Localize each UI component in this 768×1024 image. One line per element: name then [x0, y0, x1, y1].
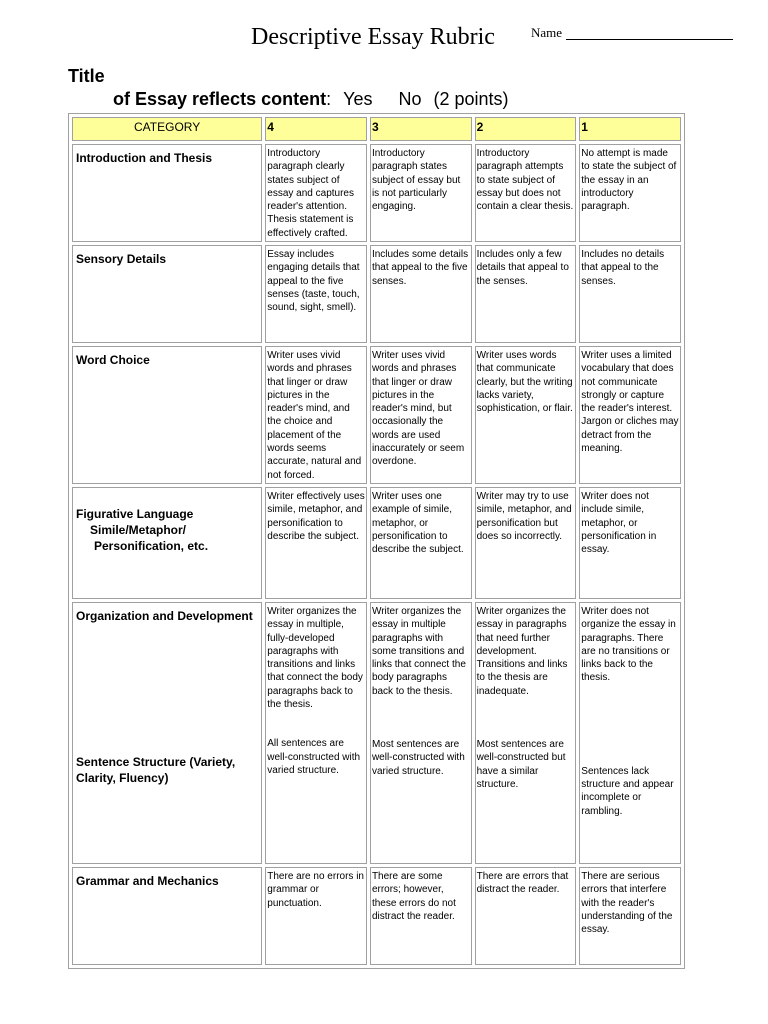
descriptor-cell: Writer uses vivid words and phrases that linger or draw pictures in the reader's mind, and the choice and placement of the words seems accurate, natural and not forced. [265, 346, 367, 484]
descriptor-cell [475, 602, 577, 864]
header-row [72, 117, 681, 141]
descriptor-cell: Writer uses a limited vocabulary that does not communicate strongly or capture the reader's interest. Jargon or cliches may detract from the meaning. [579, 346, 681, 484]
category-cell: Grammar and Mechanics [72, 867, 262, 965]
descriptor-text: Sentences lack structure and appear incomplete or rambling. [581, 765, 674, 817]
category-cell: Word Choice [72, 346, 262, 484]
descriptor-cell: Writer uses vivid words and phrases that linger or draw pictures in the reader's mind, but occasionally the words are used inaccurately or seem overdone. [370, 346, 472, 484]
header-level-1: 1 [579, 117, 681, 141]
name-label: Name [531, 25, 563, 40]
header-level-4: 4 [265, 117, 367, 141]
category-line: Figurative Language [76, 507, 194, 521]
descriptor-cell: Essay includes engaging details that appeal to the five senses (taste, touch, sound, sight, smell). [265, 245, 367, 343]
header-level-2: 2 [475, 117, 577, 141]
table-row [72, 487, 681, 599]
descriptor-text: Writer organizes the essay in multiple, fully-developed paragraphs with transitions and links that connect the body paragraphs back to the thesis. [267, 606, 363, 711]
category-line: Simile/Metaphor/ [90, 523, 187, 537]
descriptor-cell: Introductory paragraph states subject of essay but is not particularly engaging. [370, 144, 472, 242]
descriptor-text: All sentences are well-constructed with varied structure. [267, 738, 361, 776]
header-level-3: 3 [370, 117, 472, 141]
category-cell [72, 487, 262, 599]
descriptor-text: Most sentences are well-constructed but have a similar structure. [476, 739, 566, 790]
table-row [72, 144, 681, 242]
name-blank-line [566, 39, 733, 40]
descriptor-cell: Introductory paragraph clearly states subject of essay and captures reader's attention. Thesis statement is effectively crafted. [265, 144, 367, 242]
category-cell [72, 602, 262, 864]
title-word: Title [68, 66, 105, 86]
title-points: (2 points) [433, 89, 509, 109]
descriptor-cell: Writer uses one example of simile, metaphor, or personification to describe the subject. [370, 487, 472, 599]
descriptor-cell: There are some errors; however, these errors do not distract the reader. [370, 867, 472, 965]
descriptor-cell: There are no errors in grammar or punctuation. [265, 867, 367, 965]
descriptor-text: Writer organizes the essay in multiple paragraphs with some transitions and links that connect the body paragraphs back to the thesis. [371, 606, 466, 697]
descriptor-text: Writer does not organize the essay in paragraphs. There are no transitions or links back to the thesis. [581, 606, 676, 684]
document-title: Descriptive Essay Rubric [251, 24, 495, 50]
table-row [72, 867, 681, 965]
descriptor-cell: No attempt is made to state the subject of the essay in an introductory paragraph. [579, 144, 681, 242]
header-category: CATEGORY [72, 117, 262, 141]
rubric-table [68, 113, 685, 969]
table-row [72, 602, 681, 864]
descriptor-cell [265, 602, 367, 864]
descriptor-cell: There are serious errors that interfere with the reader's understanding of the essay. [579, 867, 681, 965]
descriptor-cell [370, 602, 472, 864]
title-no: No [398, 89, 422, 109]
descriptor-text: Most sentences are well-constructed with varied structure. [371, 739, 465, 777]
category-cell: Introduction and Thesis [72, 144, 262, 242]
title-criterion [113, 89, 509, 110]
descriptor-cell: Includes some details that appeal to the five senses. [370, 245, 472, 343]
descriptor-cell: Includes only a few details that appeal to the senses. [475, 245, 577, 343]
category-cell: Sensory Details [72, 245, 262, 343]
title-yes: Yes [343, 89, 373, 109]
descriptor-cell: Writer uses words that communicate clearly, but the writing lacks variety, sophistication, or flair. [475, 346, 577, 484]
category-sentence-structure: Sentence Structure (Variety, Clarity, Fluency) [76, 755, 236, 785]
title-criterion-text: of Essay reflects content [113, 89, 327, 109]
descriptor-cell: Introductory paragraph attempts to state subject of essay but does not contain a clear thesis. [475, 144, 577, 242]
descriptor-cell: There are errors that distract the reader. [475, 867, 577, 965]
category-organization: Organization and Development [76, 609, 253, 623]
title-colon: : [326, 89, 332, 109]
category-line: Personification, etc. [94, 539, 209, 553]
descriptor-cell: Writer may try to use simile, metaphor, and personification but does so incorrectly. [475, 487, 577, 599]
table-row [72, 245, 681, 343]
descriptor-cell: Includes no details that appeal to the senses. [579, 245, 681, 343]
descriptor-cell [579, 602, 681, 864]
descriptor-cell: Writer effectively uses simile, metaphor, and personification to describe the subject. [265, 487, 367, 599]
descriptor-cell: Writer does not include simile, metaphor, or personification in essay. [579, 487, 681, 599]
descriptor-text: Writer organizes the essay in paragraphs that need further development. Transitions and links to the thesis are inadequate. [476, 606, 568, 697]
table-row [72, 346, 681, 484]
